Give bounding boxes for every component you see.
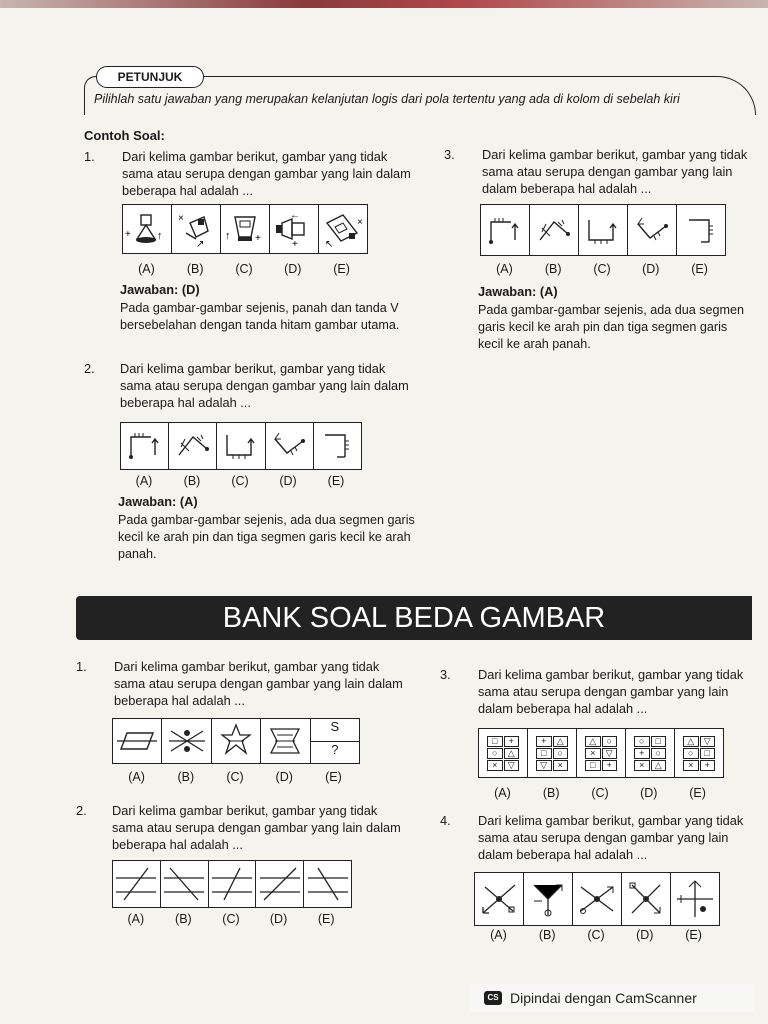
grid-symbol: □ <box>487 736 503 747</box>
question-text: Dari kelima gambar berikut, gambar yang tidak sama atau serupa dengan gambar yang lain dalam beberapa hal adalah ... <box>112 803 401 852</box>
option-a[interactable]: (A) <box>490 928 507 942</box>
camscanner-logo-icon: CS <box>484 991 502 1005</box>
figure-c[interactable] <box>217 423 265 469</box>
contoh-q1-figures <box>122 204 368 254</box>
grid-symbol: ▽ <box>700 736 716 747</box>
option-b[interactable]: (B) <box>544 262 562 276</box>
option-d[interactable]: (D) <box>642 262 660 276</box>
option-a[interactable]: (A) <box>128 770 145 784</box>
question-number: 4. <box>440 813 451 828</box>
grid-symbol: × <box>487 760 503 771</box>
figure-a[interactable] <box>123 205 172 253</box>
symbol-grid <box>487 736 519 770</box>
petunjuk-label: PETUNJUK <box>96 66 204 88</box>
question-number: 3. <box>444 147 455 162</box>
contoh-q1-answer: Jawaban: (D) <box>120 282 200 297</box>
book-edge <box>0 0 768 8</box>
section-banner <box>76 596 752 640</box>
bank-q4-options <box>474 928 718 942</box>
grid-symbol: □ <box>700 748 716 759</box>
grid-symbol: △ <box>683 736 699 747</box>
option-a[interactable]: (A) <box>138 262 155 276</box>
option-c[interactable]: (C) <box>226 770 244 784</box>
contoh-heading: Contoh Soal: <box>84 128 165 143</box>
grid-symbol: × <box>634 760 650 771</box>
option-c[interactable]: (C) <box>593 262 611 276</box>
option-e[interactable]: (E) <box>317 912 335 926</box>
figure-a[interactable] <box>481 205 530 255</box>
svg-text:↑: ↑ <box>225 230 231 242</box>
question-number: 2. <box>76 803 87 818</box>
option-b[interactable]: (B) <box>538 928 556 942</box>
grid-symbol: × <box>585 748 601 759</box>
contoh-q3-figures <box>480 204 726 256</box>
option-d[interactable]: (D) <box>640 786 658 800</box>
svg-text:+: + <box>125 229 131 240</box>
figure-b[interactable] <box>161 861 209 907</box>
contoh-q1-options <box>122 262 366 276</box>
grid-symbol: × <box>553 760 569 771</box>
question-number: 1. <box>76 659 87 674</box>
figure-b[interactable] <box>528 729 577 777</box>
grid-symbol: □ <box>585 760 601 771</box>
option-c[interactable]: (C) <box>235 262 253 276</box>
figure-b[interactable] <box>172 205 221 253</box>
figure-b[interactable] <box>524 873 573 925</box>
svg-text:×: × <box>178 213 184 224</box>
grid-symbol: △ <box>504 748 520 759</box>
figure-c[interactable] <box>577 729 626 777</box>
figure-b[interactable] <box>530 205 579 255</box>
option-b[interactable]: (B) <box>186 262 204 276</box>
symbol-grid <box>683 736 715 770</box>
option-e[interactable]: (E) <box>327 474 345 488</box>
bank-q1-options <box>112 770 358 784</box>
grid-symbol: △ <box>651 760 667 771</box>
figure-c[interactable] <box>209 861 257 907</box>
grid-symbol: ▽ <box>536 760 552 771</box>
option-d[interactable]: (D) <box>275 770 293 784</box>
figure-d[interactable] <box>628 205 677 255</box>
bank-q1-figures <box>112 718 360 764</box>
option-e[interactable]: (E) <box>689 786 706 800</box>
figure-d[interactable] <box>622 873 671 925</box>
symbol-grid <box>536 736 568 770</box>
question-text: Dari kelima gambar berikut, gambar yang tidak sama atau serupa dengan gambar yang lain dalam beberapa hal adalah ... <box>122 149 411 198</box>
option-b[interactable]: (B) <box>183 474 201 488</box>
grid-symbol: × <box>683 760 699 771</box>
figure-a[interactable] <box>479 729 528 777</box>
option-a[interactable]: (A) <box>127 912 145 926</box>
grid-symbol: + <box>504 736 520 747</box>
grid-symbol: ▽ <box>602 748 618 759</box>
figure-e[interactable] <box>314 423 361 469</box>
grid-symbol: ○ <box>651 748 667 759</box>
option-c[interactable]: (C) <box>591 786 609 800</box>
figure-e[interactable] <box>677 205 725 255</box>
symbol-grid <box>585 736 617 770</box>
option-d[interactable]: (D) <box>636 928 654 942</box>
section-title: BANK SOAL BEDA GAMBAR <box>222 602 606 634</box>
grid-symbol: + <box>536 736 552 747</box>
svg-text:×: × <box>357 217 363 228</box>
svg-text:+: + <box>255 233 261 244</box>
svg-text:←: ← <box>290 210 300 221</box>
figure-b[interactable] <box>169 423 217 469</box>
grid-symbol: ○ <box>553 748 569 759</box>
option-b[interactable]: (B) <box>175 912 192 926</box>
figure-c[interactable] <box>212 719 261 763</box>
figure-a[interactable] <box>121 423 169 469</box>
option-c[interactable]: (C) <box>231 474 249 488</box>
figure-e[interactable] <box>671 873 719 925</box>
option-a[interactable]: (A) <box>135 474 153 488</box>
figure-d[interactable] <box>266 423 314 469</box>
bank-q2-options <box>112 912 350 926</box>
figure-d[interactable] <box>270 205 319 253</box>
scanner-text: Dipindai dengan CamScanner <box>510 990 697 1006</box>
symbol-grid <box>634 736 666 770</box>
option-e[interactable]: (E) <box>691 262 708 276</box>
option-e[interactable]: (E) <box>325 770 342 784</box>
option-e[interactable]: (E) <box>333 262 350 276</box>
grid-symbol: ○ <box>487 748 503 759</box>
grid-symbol: □ <box>536 748 552 759</box>
figure-d[interactable] <box>261 719 310 763</box>
question-text: Dari kelima gambar berikut, gambar yang tidak sama atau serupa dengan gambar yang lain dalam beberapa hal adalah ... <box>482 147 748 196</box>
option-d[interactable]: (D) <box>269 912 288 926</box>
grid-symbol: + <box>700 760 716 771</box>
figure-a[interactable] <box>475 873 524 925</box>
bank-q4-figures <box>474 872 720 926</box>
option-e[interactable]: (E) <box>685 928 702 942</box>
grid-symbol: ▽ <box>504 760 520 771</box>
contoh-q2-figures <box>120 422 362 470</box>
question-text: Dari kelima gambar berikut, gambar yang tidak sama atau serupa dengan gambar yang lain dalam beberapa hal adalah ... <box>114 659 403 708</box>
figure-e[interactable] <box>675 729 723 777</box>
grid-symbol: ○ <box>634 736 650 747</box>
option-b[interactable]: (B) <box>542 786 560 800</box>
bank-q3-figures <box>478 728 724 778</box>
figure-c[interactable] <box>573 873 622 925</box>
bank-q2-figures <box>112 860 352 908</box>
option-a[interactable]: (A) <box>496 262 513 276</box>
figure-d[interactable] <box>626 729 675 777</box>
figure-c[interactable] <box>221 205 270 253</box>
svg-text:+: + <box>292 239 298 249</box>
svg-text:↑: ↑ <box>157 230 163 242</box>
figure-b[interactable] <box>162 719 211 763</box>
option-c[interactable]: (C) <box>587 928 605 942</box>
contoh-q3-explanation: Pada gambar-gambar sejenis, ada dua segmen garis kecil ke arah pin dan tiga segmen garis kecil ke arah panah. <box>478 303 745 351</box>
bank-q3-options <box>478 786 722 800</box>
grid-symbol: + <box>602 760 618 771</box>
question-number: 1. <box>84 149 95 164</box>
figure-e-bottom: ? <box>331 741 339 757</box>
grid-symbol: □ <box>651 736 667 747</box>
figure-a[interactable] <box>113 719 162 763</box>
question-number: 3. <box>440 667 451 682</box>
option-d[interactable]: (D) <box>284 262 302 276</box>
figure-e[interactable] <box>304 861 351 907</box>
contoh-q3-answer: Jawaban: (A) <box>478 284 558 299</box>
contoh-q2-explanation: Pada gambar-gambar sejenis, ada dua segmen garis kecil ke arah pin dan tiga segmen garis kecil ke arah panah. <box>118 513 415 561</box>
svg-text:↗: ↗ <box>196 239 205 249</box>
contoh-q2-answer: Jawaban: (A) <box>118 494 198 509</box>
figure-e-top: S <box>311 719 359 742</box>
contoh-q2-options <box>120 474 360 488</box>
option-c[interactable]: (C) <box>222 912 240 926</box>
option-a[interactable]: (A) <box>494 786 511 800</box>
grid-symbol: + <box>634 748 650 759</box>
figure-a[interactable] <box>113 861 161 907</box>
petunjuk-text: Pilihlah satu jawaban yang merupakan kelanjutan logis dari pola tertentu yang ada di kolom di sebelah kiri <box>94 92 680 106</box>
option-d[interactable]: (D) <box>279 474 297 488</box>
figure-d[interactable] <box>256 861 304 907</box>
grid-symbol: △ <box>585 736 601 747</box>
contoh-q3-options <box>480 262 724 276</box>
figure-c[interactable] <box>579 205 628 255</box>
svg-text:↖: ↖ <box>325 239 334 249</box>
figure-e[interactable] <box>319 205 367 253</box>
grid-symbol: ○ <box>602 736 618 747</box>
scanner-watermark <box>470 984 754 1012</box>
question-number: 2. <box>84 361 95 376</box>
grid-symbol: △ <box>553 736 569 747</box>
option-b[interactable]: (B) <box>177 770 195 784</box>
question-text: Dari kelima gambar berikut, gambar yang tidak sama atau serupa dengan gambar yang lain dalam beberapa hal adalah ... <box>120 361 409 410</box>
question-text: Dari kelima gambar berikut, gambar yang tidak sama atau serupa dengan gambar yang lain dalam beberapa hal adalah ... <box>478 667 744 716</box>
figure-e[interactable] <box>311 719 359 763</box>
grid-symbol: ○ <box>683 748 699 759</box>
contoh-q1-explanation: Pada gambar-gambar sejenis, panah dan tanda V bersebelahan dengan tanda hitam gambar utama. <box>120 301 400 332</box>
question-text: Dari kelima gambar berikut, gambar yang tidak sama atau serupa dengan gambar yang lain dalam beberapa hal adalah ... <box>478 813 744 862</box>
